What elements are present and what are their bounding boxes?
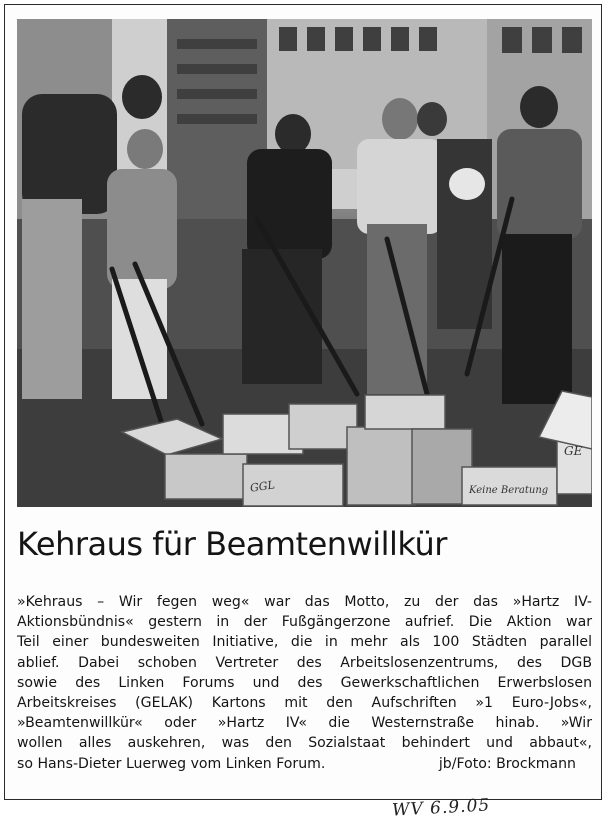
article-line: wollen alles auskehren, was den Sozialstaat behindert und abbaut«, [17, 735, 592, 752]
box-label-keine-beratung: Keine Beratung [469, 485, 549, 496]
box-label-left: GGL [249, 478, 276, 495]
article-line: ablief. Dabei schoben Vertreter des Arbeitslosenzentrums, des DGB [17, 654, 592, 671]
handwritten-date-note: WV 6.9.05 [391, 795, 491, 821]
headline: Kehraus für Beamtenwillkür [17, 525, 447, 563]
article-line: Arbeitskreises (GELAK) Kartons mit den Aufschriften »1 Euro-Jobs«, [17, 695, 592, 712]
article-line: Teil einer bundesweiten Initiative, die in mehr als 100 Städten parallel [17, 634, 592, 651]
article-last-line [17, 754, 592, 774]
news-photo [17, 19, 592, 507]
article-line: Aktionsbündnis« gestern in der Fußgängerzone aufrief. Die Aktion war [17, 614, 592, 631]
box-label-right-top: GE [564, 444, 583, 458]
photo-illustration [17, 19, 592, 507]
article-body [17, 592, 592, 774]
article-line: »Kehraus – Wir fegen weg« war das Motto, zu der das »Hartz IV- [17, 594, 592, 610]
article-line: sowie des Linken Forums und des Gewerkschaftlichen Erwerbslosen [17, 674, 592, 691]
article-line: »Beamtenwillkür« oder »Hartz IV« die Westernstraße hinab. »Wir [17, 715, 592, 732]
article-line: so Hans-Dieter Luerweg vom Linken Forum. [17, 755, 326, 772]
photo-credit: jb/Foto: Brockmann [438, 755, 576, 772]
